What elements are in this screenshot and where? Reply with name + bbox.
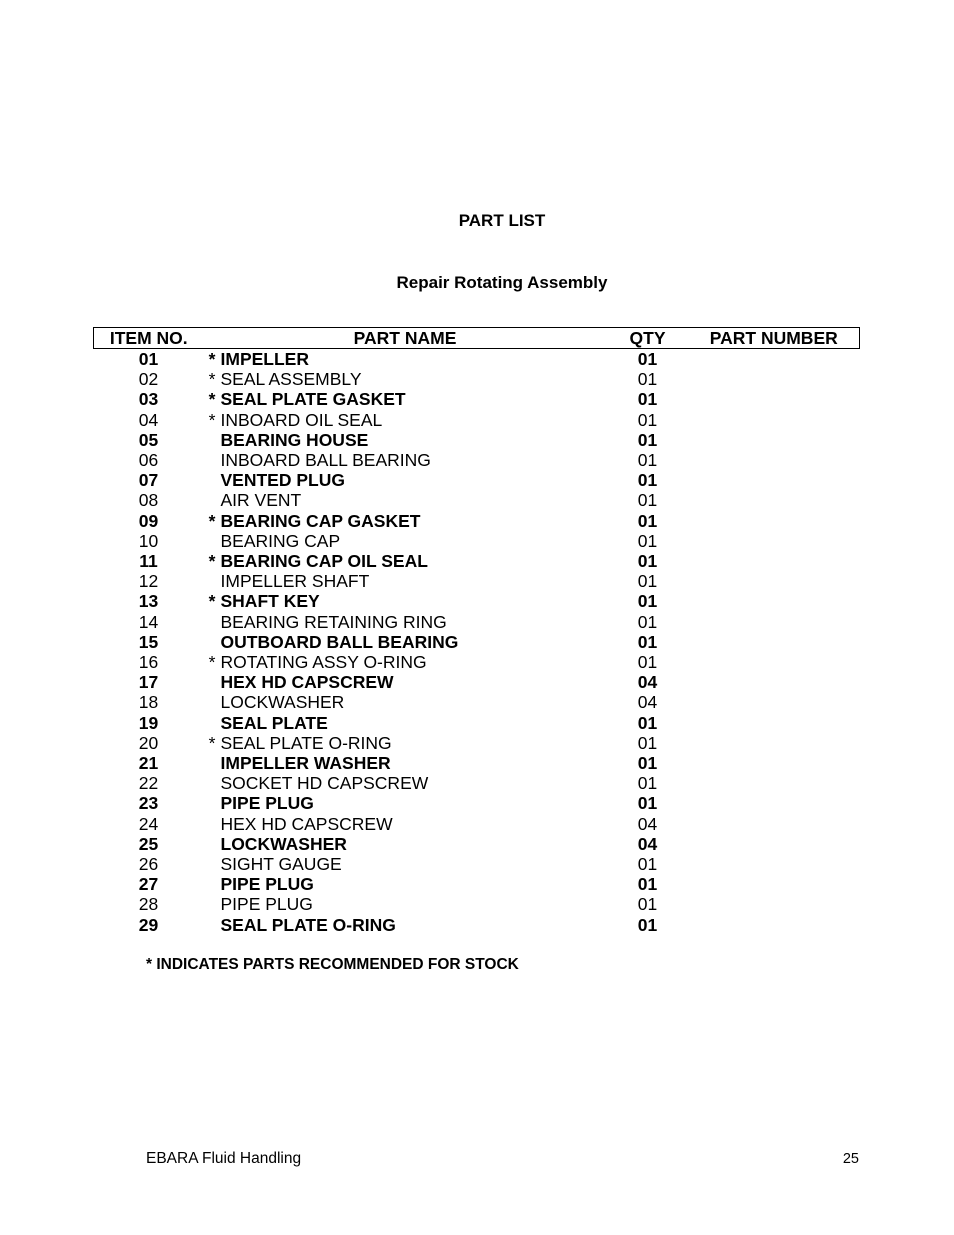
qty-cell: 01 [637, 732, 658, 753]
item-no-cell: 19 [138, 712, 159, 733]
stock-marker-cell [204, 773, 221, 793]
qty-cell: 01 [637, 914, 658, 935]
page-title: PART LIST [458, 211, 546, 230]
part-number-cell [689, 591, 860, 611]
qty-cell: 01 [637, 874, 658, 895]
stock-marker-cell: * [208, 409, 216, 430]
table-row [94, 470, 860, 490]
part-number-cell [689, 571, 860, 591]
part-number-cell [689, 874, 860, 894]
item-no-cell: 09 [138, 510, 159, 531]
part-number-cell [689, 692, 860, 712]
qty-cell: 04 [637, 813, 658, 834]
qty-cell: 01 [637, 631, 658, 652]
part-name-cell: IMPELLER [220, 349, 309, 369]
stock-marker-cell [204, 430, 221, 450]
part-number-cell [689, 490, 860, 510]
table-row [94, 450, 860, 470]
item-no-cell: 16 [138, 652, 159, 673]
item-no-cell: 06 [138, 450, 159, 471]
table-row [94, 551, 860, 571]
part-number-cell [689, 834, 860, 854]
header-part-number: PART NUMBER [689, 328, 860, 349]
part-name-cell: LOCKWASHER [220, 833, 347, 854]
qty-cell: 01 [637, 712, 658, 733]
table-row [94, 531, 860, 551]
qty-cell: 01 [637, 773, 658, 794]
part-name-cell: INBOARD OIL SEAL [220, 409, 383, 430]
part-name-cell: PIPE PLUG [220, 894, 313, 915]
part-name-cell: BEARING HOUSE [220, 429, 369, 450]
item-no-cell: 14 [138, 611, 159, 632]
table-row [94, 652, 860, 672]
item-no-cell: 28 [138, 894, 159, 915]
qty-cell: 04 [637, 672, 658, 693]
item-no-cell: 22 [138, 773, 159, 794]
stock-marker-cell [204, 894, 221, 914]
item-no-cell: 08 [138, 490, 159, 511]
part-name-cell: INBOARD BALL BEARING [220, 450, 431, 471]
item-no-cell: 18 [138, 692, 159, 713]
qty-cell: 01 [637, 753, 658, 774]
part-name-cell: SEAL PLATE GASKET [220, 389, 406, 410]
part-number-cell [689, 672, 860, 692]
stock-marker-cell [204, 470, 221, 490]
qty-cell: 01 [637, 429, 658, 450]
item-no-cell: 02 [138, 369, 159, 390]
qty-cell: 01 [637, 793, 658, 814]
part-name-cell: IMPELLER SHAFT [220, 571, 370, 592]
item-no-cell: 01 [138, 349, 159, 369]
item-no-cell: 13 [138, 591, 159, 612]
table-row [94, 410, 860, 430]
part-name-cell: BEARING CAP [220, 530, 341, 551]
part-number-cell [689, 753, 860, 773]
stock-marker-cell [204, 713, 221, 733]
part-number-cell [689, 389, 860, 409]
item-no-cell: 04 [138, 409, 159, 430]
qty-cell: 01 [637, 894, 658, 915]
stock-marker-cell: * [208, 732, 216, 753]
part-name-cell: PIPE PLUG [220, 874, 314, 895]
part-name-cell: SEAL ASSEMBLY [220, 369, 362, 390]
item-no-cell: 05 [138, 429, 159, 450]
stock-note: * INDICATES PARTS RECOMMENDED FOR STOCK [146, 956, 519, 973]
part-name-cell: HEX HD CAPSCREW [220, 672, 394, 693]
qty-cell: 01 [637, 389, 658, 410]
stock-marker-cell [204, 672, 221, 692]
table-row [94, 753, 860, 773]
header-item-no: ITEM NO. [94, 328, 204, 349]
table-row [94, 793, 860, 813]
header-qty: QTY [607, 328, 689, 349]
stock-marker-cell [204, 814, 221, 834]
part-number-cell [689, 410, 860, 430]
table-row [94, 672, 860, 692]
qty-cell: 01 [637, 409, 658, 430]
part-name-cell: LOCKWASHER [220, 692, 345, 713]
part-number-cell [689, 894, 860, 914]
part-name-cell: AIR VENT [220, 490, 302, 511]
part-number-cell [689, 713, 860, 733]
table-row [94, 591, 860, 611]
qty-cell: 01 [637, 854, 658, 875]
item-no-cell: 24 [138, 813, 159, 834]
table-row [94, 389, 860, 409]
item-no-cell: 11 [139, 551, 158, 572]
part-name-cell: SEAL PLATE O-RING [220, 732, 392, 753]
item-no-cell: 07 [138, 470, 159, 491]
stock-marker-cell [204, 632, 221, 652]
part-number-cell [689, 430, 860, 450]
item-no-cell: 21 [138, 753, 159, 774]
table-row [94, 490, 860, 510]
stock-marker-cell: * [208, 591, 216, 612]
item-no-cell: 15 [138, 631, 159, 652]
item-no-cell: 25 [138, 833, 159, 854]
part-number-cell [689, 531, 860, 551]
footer-page-number: 25 [842, 1151, 859, 1167]
part-name-cell: BEARING CAP GASKET [220, 510, 421, 531]
part-name-cell: OUTBOARD BALL BEARING [220, 631, 459, 652]
qty-cell: 01 [637, 510, 658, 531]
stock-marker-cell [204, 793, 221, 813]
qty-cell: 01 [637, 551, 658, 572]
part-number-cell [689, 773, 860, 793]
item-no-cell: 23 [138, 793, 159, 814]
part-name-cell: VENTED PLUG [220, 470, 345, 491]
part-name-cell: BEARING CAP OIL SEAL [220, 551, 428, 572]
part-number-cell [689, 793, 860, 813]
part-name-cell: SEAL PLATE [220, 712, 328, 733]
qty-cell: 04 [637, 833, 658, 854]
part-number-cell [689, 652, 860, 672]
part-name-cell: SEAL PLATE O-RING [220, 914, 396, 935]
item-no-cell: 20 [138, 732, 159, 753]
item-no-cell: 17 [138, 672, 159, 693]
part-number-cell [689, 369, 860, 389]
table-row [94, 915, 860, 935]
item-no-cell: 12 [138, 571, 159, 592]
table-row [94, 369, 860, 389]
table-row [94, 874, 860, 894]
parts-table-body [94, 349, 860, 935]
item-no-cell: 10 [138, 530, 159, 551]
table-row [94, 349, 860, 370]
item-no-cell: 29 [138, 914, 159, 935]
table-row [94, 713, 860, 733]
part-number-cell [689, 632, 860, 652]
table-row [94, 430, 860, 450]
stock-marker-cell [204, 915, 221, 935]
qty-cell: 01 [637, 571, 658, 592]
stock-marker-cell [204, 692, 221, 712]
part-number-cell [689, 733, 860, 753]
stock-marker-cell [204, 490, 221, 510]
part-number-cell [689, 814, 860, 834]
table-row [94, 571, 860, 591]
stock-marker-cell [204, 531, 221, 551]
table-row [94, 814, 860, 834]
table-row [94, 733, 860, 753]
part-name-cell: SIGHT GAUGE [220, 854, 342, 875]
footer-company: EBARA Fluid Handling [146, 1150, 302, 1167]
table-row [94, 632, 860, 652]
qty-cell: 01 [637, 530, 658, 551]
table-row [94, 773, 860, 793]
part-name-cell: BEARING RETAINING RING [220, 611, 447, 632]
stock-marker-cell [204, 753, 221, 773]
table-row [94, 894, 860, 914]
table-row [94, 511, 860, 531]
qty-cell: 01 [637, 611, 658, 632]
stock-marker-cell [204, 874, 221, 894]
qty-cell: 01 [637, 450, 658, 471]
item-no-cell: 26 [138, 854, 159, 875]
part-name-cell: SHAFT KEY [220, 591, 320, 612]
stock-marker-cell [204, 834, 221, 854]
part-number-cell [689, 551, 860, 571]
stock-marker-cell [204, 450, 221, 470]
stock-marker-cell: * [208, 652, 216, 673]
part-number-cell [689, 511, 860, 531]
qty-cell: 04 [637, 692, 658, 713]
table-row [94, 692, 860, 712]
part-number-cell [689, 349, 860, 370]
qty-cell: 01 [637, 490, 658, 511]
item-no-cell: 03 [138, 389, 159, 410]
qty-cell: 01 [637, 591, 658, 612]
table-row [94, 834, 860, 854]
part-number-cell [689, 450, 860, 470]
stock-marker-cell: * [208, 389, 216, 410]
stock-marker-cell: * [208, 369, 216, 390]
stock-marker-cell: * [208, 510, 216, 531]
stock-marker-cell [204, 854, 221, 874]
part-number-cell [689, 854, 860, 874]
parts-table [93, 327, 860, 935]
stock-marker-cell: * [208, 349, 216, 369]
parts-table-header [94, 328, 860, 349]
page-subtitle: Repair Rotating Assembly [396, 273, 608, 292]
stock-marker-cell [204, 612, 221, 632]
part-name-cell: IMPELLER WASHER [220, 753, 391, 774]
part-number-cell [689, 470, 860, 490]
table-row [94, 854, 860, 874]
part-number-cell [689, 915, 860, 935]
qty-cell: 01 [637, 652, 658, 673]
part-name-cell: HEX HD CAPSCREW [220, 813, 393, 834]
stock-marker-cell [204, 571, 221, 591]
qty-cell: 01 [637, 369, 658, 390]
part-name-cell: ROTATING ASSY O-RING [220, 652, 427, 673]
part-name-cell: PIPE PLUG [220, 793, 314, 814]
part-name-cell: SOCKET HD CAPSCREW [220, 773, 429, 794]
qty-cell: 01 [637, 470, 658, 491]
part-number-cell [689, 612, 860, 632]
item-no-cell: 27 [138, 874, 159, 895]
header-part-name: PART NAME [204, 328, 607, 349]
qty-cell: 01 [637, 349, 658, 369]
stock-marker-cell: * [208, 551, 216, 572]
table-row [94, 612, 860, 632]
